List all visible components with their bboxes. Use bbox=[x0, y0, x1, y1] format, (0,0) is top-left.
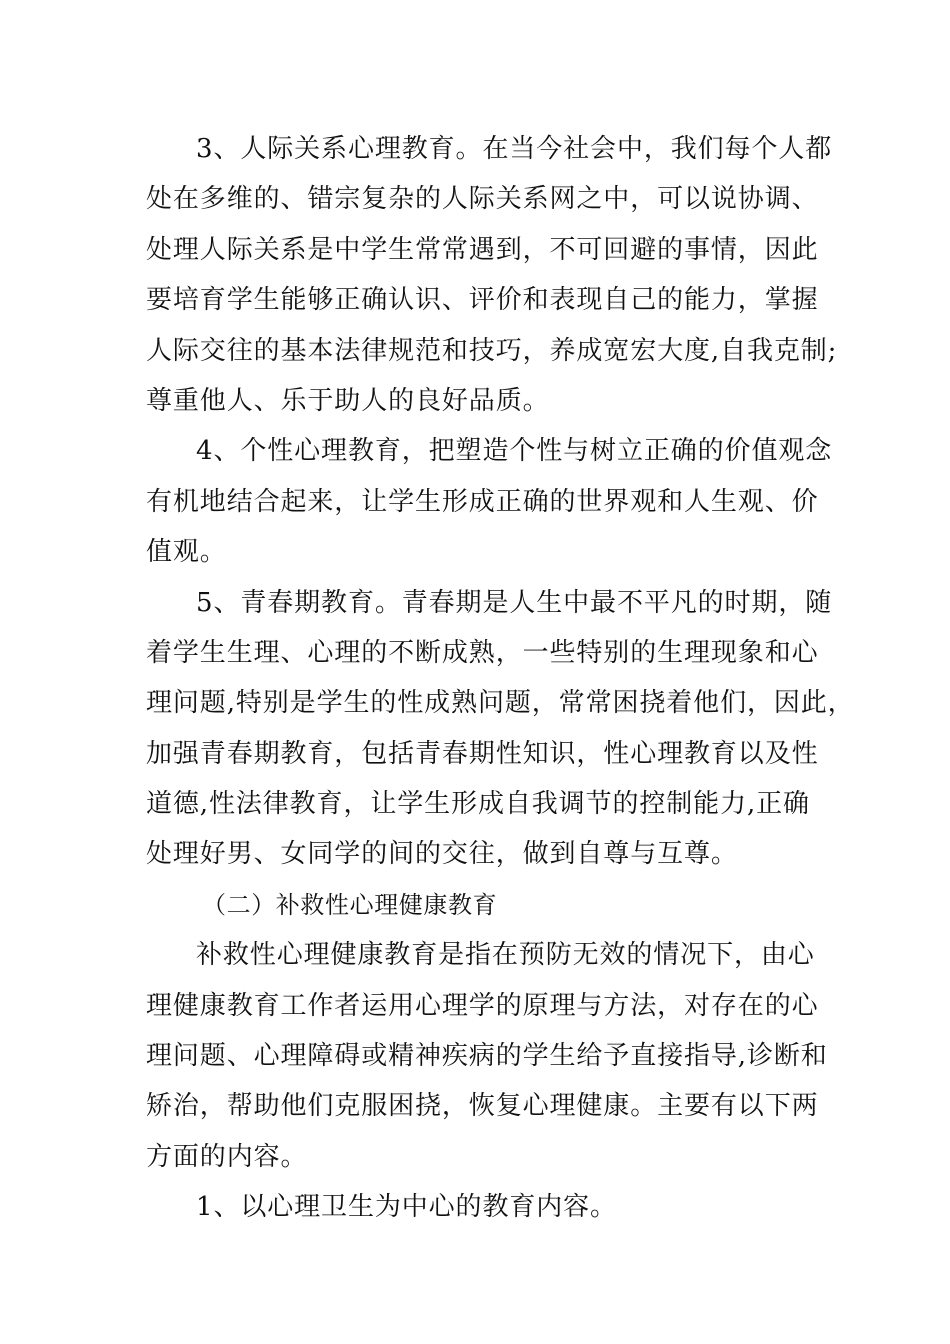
document-body bbox=[146, 124, 855, 1233]
paragraph-4-line-3: 值观。 bbox=[146, 537, 227, 568]
paragraph-remedial-line-4: 矫治，帮助他们克服困挠，恢复心理健康。主要有以下两 bbox=[146, 1091, 819, 1122]
paragraph-remedial-line-2: 理健康教育工作者运用心理学的原理与方法，对存在的心 bbox=[146, 990, 819, 1021]
paragraph-3-line-5: 人际交往的基本法律规范和技巧，养成宽宏大度,自我克制; bbox=[146, 335, 838, 366]
paragraph-3-line-3: 处理人际关系是中学生常常遇到，不可回避的事情，因此 bbox=[146, 234, 819, 265]
paragraph-5-line-1: 5、青春期教育。青春期是人生中最不平凡的时期，随 bbox=[196, 587, 833, 618]
paragraph-remedial-line-1: 补救性心理健康教育是指在预防无效的情况下，由心 bbox=[196, 940, 815, 971]
paragraph-remedial-line-3: 理问题、心理障碍或精神疾病的学生给予直接指导,诊断和 bbox=[146, 1041, 828, 1072]
paragraph-5-line-3: 理问题,特别是学生的性成熟问题，常常困挠着他们，因此， bbox=[146, 688, 855, 719]
list-item-1: 1、以心理卫生为中心的教育内容。 bbox=[196, 1192, 617, 1223]
paragraph-remedial-line-5: 方面的内容。 bbox=[146, 1141, 308, 1172]
paragraph-5-line-5: 道德,性法律教育，让学生形成自我调节的控制能力,正确 bbox=[146, 789, 810, 820]
paragraph-5-line-2: 着学生生理、心理的不断成熟，一些特别的生理现象和心 bbox=[146, 637, 819, 668]
paragraph-4-line-2: 有机地结合起来，让学生形成正确的世界观和人生观、价 bbox=[146, 486, 819, 517]
paragraph-5-line-4: 加强青春期教育，包括青春期性知识，性心理教育以及性 bbox=[146, 738, 819, 769]
section-heading: （二）补救性心理健康教育 bbox=[202, 890, 498, 919]
paragraph-3-line-4: 要培育学生能够正确认识、评价和表现自己的能力，掌握 bbox=[146, 285, 819, 316]
paragraph-4-line-1: 4、个性心理教育，把塑造个性与树立正确的价值观念 bbox=[196, 436, 833, 467]
paragraph-3-line-1: 3、人际关系心理教育。在当今社会中，我们每个人都 bbox=[196, 134, 833, 164]
paragraph-3-line-6: 尊重他人、乐于助人的良好品质。 bbox=[146, 385, 550, 416]
paragraph-3-line-2: 处在多维的、错宗复杂的人际关系网之中，可以说协调、 bbox=[146, 184, 819, 215]
paragraph-5-line-6: 处理好男、女同学的间的交往，做到自尊与互尊。 bbox=[146, 839, 738, 870]
